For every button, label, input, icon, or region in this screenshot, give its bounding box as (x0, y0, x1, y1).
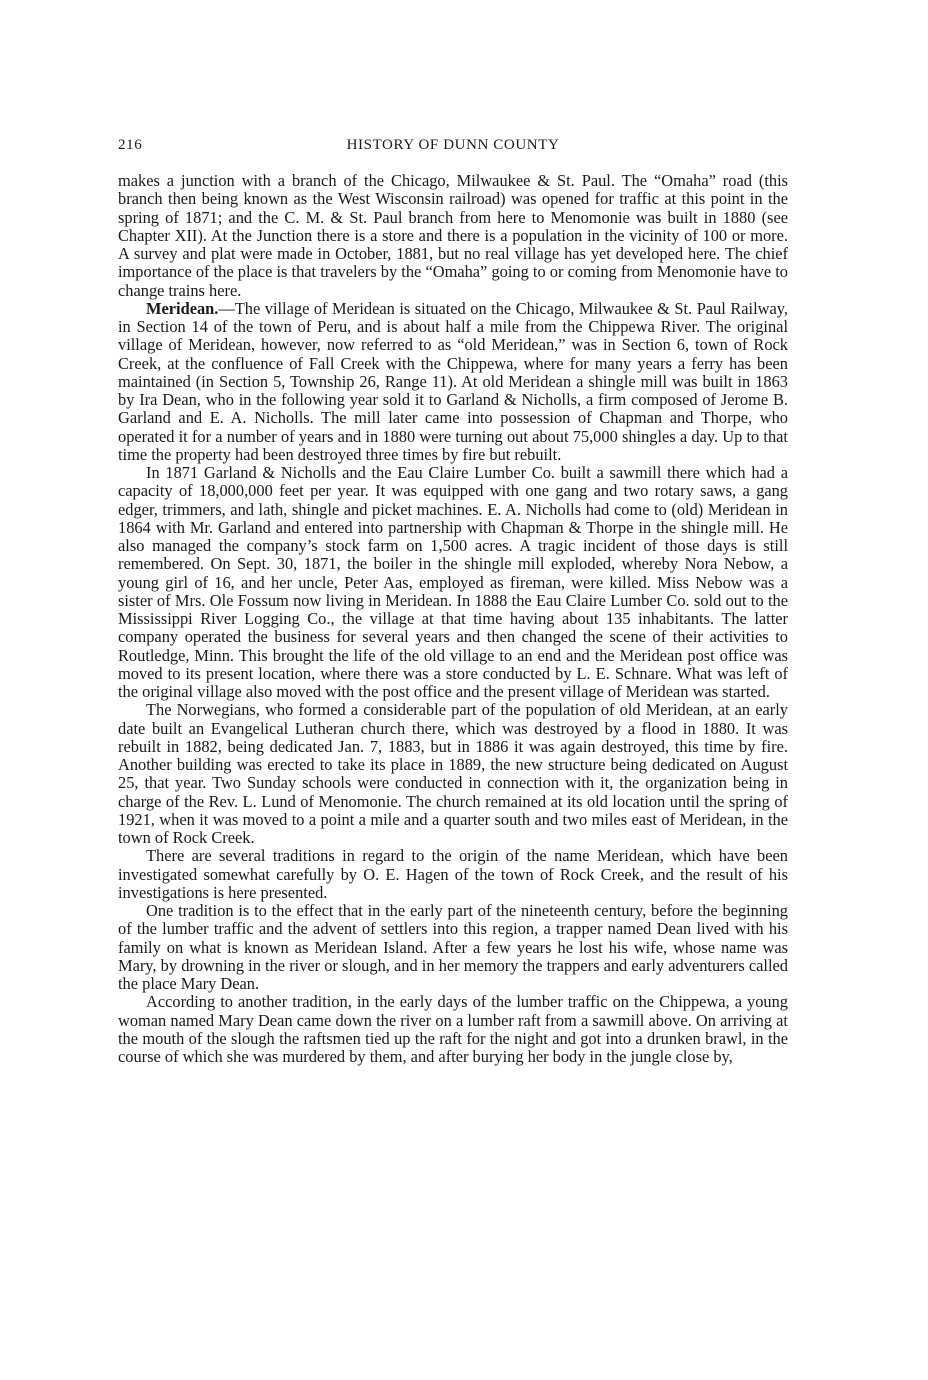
paragraph-junction-continued (118, 172, 788, 300)
paragraph-text: —The village of Meridean is situated on the Chicago, Milwaukee & St. Paul Railway, in Section 14 of the town of Peru, and is about half a mile from the Chippewa River. The original village of Meridean, however, now referred to as “old Meridean,” was in Section 6, town of Rock Creek, at the confluence of Fall Creek with the Chippewa, where for many years a ferry has been maintained (in Section 5, Township 26, Range 11). At old Meridean a shingle mill was built in 1863 by Ira Dean, who in the following year sold it to Garland & Nicholls, a firm composed of Jerome B. Garland and E. A. Nicholls. The mill later came into possession of Chapman and Thorpe, who operated it for a number of years and in 1880 were turning out about 75,000 shingles a day. Up to that time the property had been destroyed three times by fire but rebuilt. (118, 298, 788, 464)
paragraph-text: According to another tradition, in the early days of the lumber traffic on the Chippewa, a young woman named Mary Dean came down the river on a lumber raft from a sawmill above. On arriving at the mouth of the slough the raftsmen tied up the raft for the night and got into a drunken brawl, in the course of which she was murdered by them, and after burying her body in the jungle close by, (118, 992, 788, 1066)
paragraph-church (118, 701, 788, 847)
paragraph-traditions (118, 847, 788, 902)
paragraph-text: One tradition is to the effect that in the early part of the nineteenth century, before the beginning of the lumber traffic and the advent of settlers into this region, a trapper named Dean lived with his family on what is known as Meridean Island. After a few years he lost his wife, whose name was Mary, by drowning in the river or slough, and in her memory the trappers and early adventurers called the place Mary Dean. (118, 901, 788, 993)
paragraph-meridean (118, 300, 788, 464)
section-heading-meridean: Meridean. (146, 298, 219, 318)
page-number: 216 (118, 137, 143, 153)
paragraph-raft-tradition (118, 993, 788, 1066)
body-text (118, 172, 788, 1066)
paragraph-text: There are several traditions in regard to the origin of the name Meridean, which have been investigated somewhat carefully by O. E. Hagen of the town of Rock Creek, and the result of his investigations is here presented. (118, 846, 788, 902)
running-header (118, 137, 788, 159)
paragraph-text: In 1871 Garland & Nicholls and the Eau Claire Lumber Co. built a sawmill there which had a capacity of 18,000,000 feet per year. It was equipped with one gang and two rotary saws, a gang edger, trimmers, and lath, shingle and picket machines. E. A. Nicholls had come to (old) Meridean in 1864 with Mr. Garland and entered into partnership with Chapman & Thorpe in the shingle mill. He also managed the company’s stock farm on 1,500 acres. A tragic incident of those days is still remembered. On Sept. 30, 1871, the boiler in the shingle mill exploded, whereby Nora Nebow, a young girl of 16, and her uncle, Peter Aas, employed as fireman, were killed. Miss Nebow was a sister of Mrs. Ole Fossum now living in Meridean. In 1888 the Eau Claire Lumber Co. sold out to the Mississippi River Logging Co., the village at that time having about 135 inhabitants. The latter company operated the business for several years and then changed the scene of their activities to Routledge, Minn. This brought the life of the old village to an end and the Meridean post office was moved to its present location, where there was a store conducted by L. E. Schnare. What was left of the original village also moved with the post office and the present village of Meridean was started. (118, 463, 788, 701)
paragraph-trapper-tradition (118, 902, 788, 993)
paragraph-text: makes a junction with a branch of the Chicago, Milwaukee & St. Paul. The “Omaha” road (this branch then being known as the West Wisconsin railroad) was opened for traffic at this point in the spring of 1871; and the C. M. & St. Paul branch from here to Menomonie was built in 1880 (see Chapter XII). At the Junction there is a store and there is a population in the vicinity of 100 or more. A survey and plat were made in October, 1881, but no real village has yet developed here. The chief importance of the place is that travelers by the “Omaha” going to or coming from Menomonie have to change trains here. (118, 171, 788, 300)
paragraph-text: The Norwegians, who formed a considerable part of the population of old Meridean, at an early date built an Evangelical Lutheran church there, which was destroyed by a flood in 1880. It was rebuilt in 1882, being dedicated Jan. 7, 1883, but in 1886 it was again destroyed, this time by fire. Another building was erected to take its place in 1889, the new structure being dedicated on August 25, that year. Two Sunday schools were conducted in connection with it, the organization being in charge of the Rev. L. Lund of Menomonie. The church remained at its old location until the spring of 1921, when it was moved to a point a mile and a quarter south and two miles east of Meridean, in the town of Rock Creek. (118, 700, 788, 847)
book-title: HISTORY OF DUNN COUNTY (346, 137, 560, 153)
book-page (118, 137, 788, 1066)
paragraph-sawmill (118, 464, 788, 701)
